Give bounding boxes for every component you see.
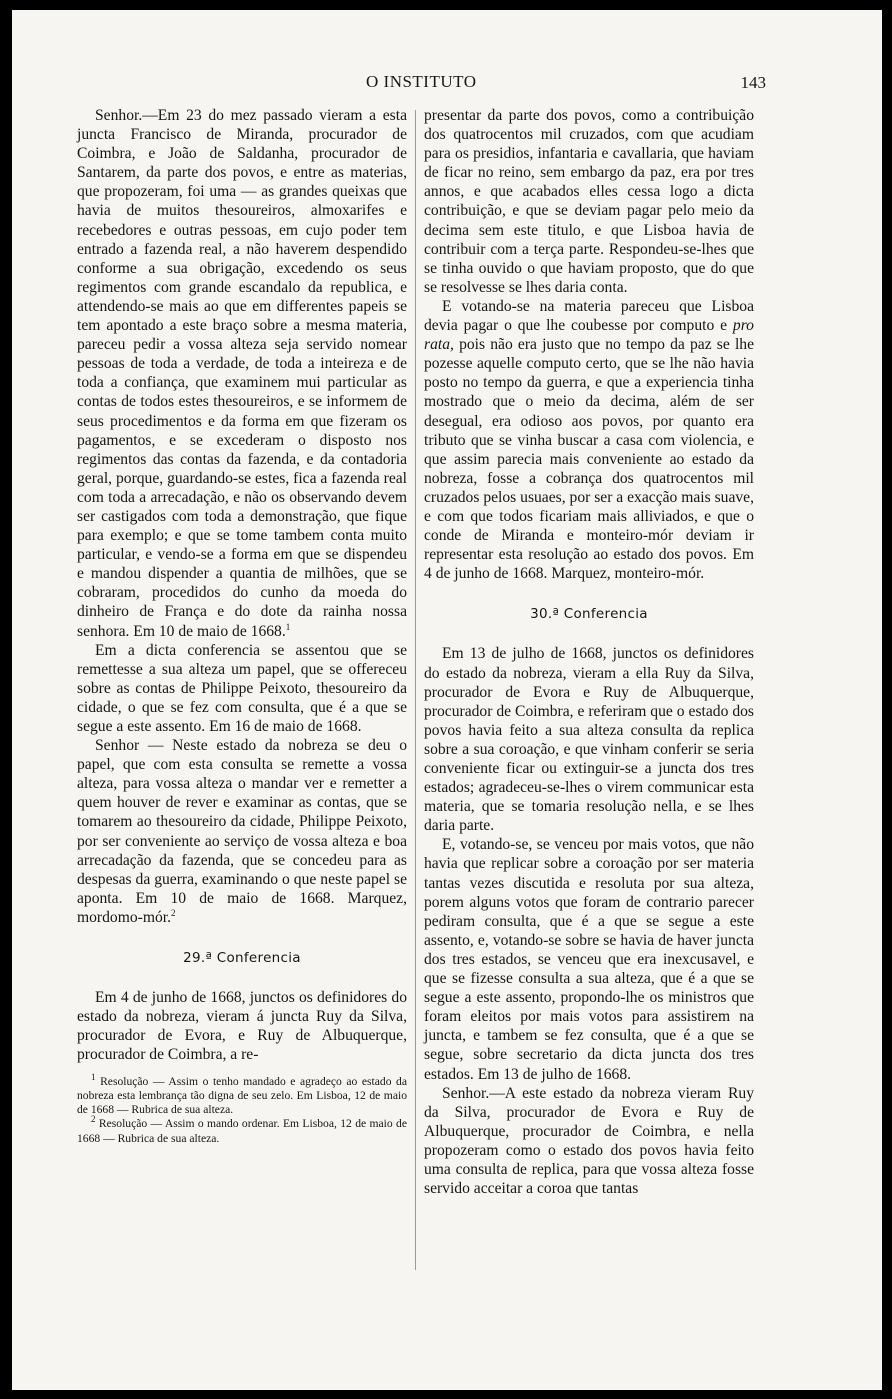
paragraph-senhor-papel <box>77 736 407 927</box>
footnote-2 <box>77 1114 407 1146</box>
page-sheet <box>12 10 882 1390</box>
column-divider <box>415 110 416 1270</box>
paragraph-text: Senhor.—Em 23 do mez passado vieram a esta juncta Francisco de Miranda, procurador de Coimbra, e João de Saldanha, procurador de Santarem, da parte dos povos, e entre as materias, que propozeram, foi uma — as grandes queixas que havia de muitos thesoureiros, almoxarifes e recebedores e outras pessoas, em cujo poder tem entrado a fazenda real, a não haverem despendido conforme a sua obrigação, excedendo os seus regimentos com grande escandalo da republica, e attendendo-se mais ao que em differentes papeis se tem apontado a este braço sobre a mesma materia, pareceu pedir a vossa alteza seja servido nomear pessoas de toda a verdade, de toda a inteireza e de toda a confiança, que examinem mui particular as contas de todos estes thesoureiros, e se informem de seus procedimentos e da forma em que fizeram os pagamentos, e se excederam o disposto nos regimentos das contas da fazenda, e da contadoria geral, porque, guardando-se estes, fica a fazenda real com toda a arrecadação, e não os observando devem ser castigados com toda a demonstração, que fique para exemplo; e que se tome tambem conta muito particular, e vendo-se a forma em que se dispendeu e mandou dispender a quantia de milhões, que se cobraram, procedidos do cunho da moeda do dinheiro de França e do dote da rainha nossa senhora. Em 10 de maio de 1668. <box>77 107 407 640</box>
paragraph-dicta-conferencia: Em a dicta conferencia se assentou que se remettesse a sua alteza um papel, que se offereceu sobre as contas de Philippe Peixoto, thesoureiro da cidade, o que se fez com consulta, que é a que se segue a este assento. Em 16 de maio de 1668. <box>77 641 407 735</box>
paragraph-text: pois não era justo que no tempo da paz se lhe pozesse aquelle computo certo, que se lhe não havia posto no tempo da guerra, e que a experiencia tinha mostrado que o meio da decima, além de ser desegual, era odioso aos povos, por quanto era tributo que se vinha buscar a casa com violencia, e que assim parecia mais conveniente ao estado da nobreza, fosse a cobrança dos quatrocentos mil cruzados pelos usuaes, por ser a exacção mais suave, e com que todos ficariam mais alliviados, e que o conde de Miranda e monteiro-mór deviam ir representar esta resolução ao estado dos povos. Em 4 de junho de 1668. Marquez, monteiro-mór. <box>424 336 755 583</box>
page-number: 143 <box>740 73 766 92</box>
footnote-text: Resolução — Assim o mando ordenar. Em Lisboa, 12 de maio de 1668 — Rubrica de sua alteza. <box>77 1117 407 1145</box>
paragraph-senhor-estado: Senhor.—A este estado da nobreza vieram Ruy da Silva, procurador de Evora e Ruy de Albuquerque, procurador de Coimbra, e nella propozeram como o estado dos povos havia feito uma consulta de replica, para que vossa alteza fosse servido acceitar a coroa que tantas <box>424 1084 754 1198</box>
footnote-marker: 1 <box>285 621 291 632</box>
footnote-marker: 2 <box>91 1114 96 1125</box>
footnotes <box>77 1071 408 1146</box>
paragraph-13-julho: Em 13 de julho de 1668, junctos os definidores do estado da nobreza, vieram a ella Ruy da Silva, procurador de Evora e Ruy de Albuquerque, procurador de Coimbra, e referiram que o estado dos povos havia feito a sua alteza consulta da replica sobre a sua coroação, e que vinham conferir se seria conveniente ficar ou extinguir-se a juncta dos tres estados; agradeceu-se-lhes o virem communicar esta materia, que se tomaria resolução nella, e se lhes daria parte. <box>424 645 754 835</box>
footnote-1 <box>77 1071 408 1118</box>
left-column <box>77 106 407 1146</box>
section-heading-29: 29.ª Conferencia <box>183 950 301 967</box>
section-heading-30: 30.ª Conferencia <box>530 606 648 623</box>
paragraph-text: Senhor — Neste estado da nobreza se deu o papel, que com esta consulta se remette a vossa alteza, para vossa alteza o mandar ver e remetter a quem houver de rever e examinar as contas, que se tomarem ao thesoureiro da cidade, Philippe Peixoto, por ser conveniente ao serviço de vossa alteza e boa arrecadação da fazenda, que se concedeu para as despesas da guerra, examinando o que neste papel se aponta. Em 10 de maio de 1668. Marquez, mordomo-mór. <box>77 737 407 926</box>
paragraph-votando-coroacao: E, votando-se, se venceu por mais votos, que não havia que replicar sobre a coroação por ser materia tantas vezes discutida e resoluta por sua alteza, porem alguns votos que foram de contrario parecer pediram consulta, que é a que se segue a este assento, e, votando-se sobre se havia de haver juncta dos tres estados, se venceu que era inexcusavel, e que se fizesse consulta a sua alteza, que é a que se segue a este assento, propondo-lhe os ministros que foram eleitos por mais votos para assistirem na juncta, e tambem se fez consulta, que é a que se segue, sobre secretario da dicta juncta dos tres estados. Em 13 de julho de 1668. <box>424 836 754 1083</box>
page-header <box>12 72 882 98</box>
paragraph-4-junho: Em 4 de junho de 1668, junctos os definidores do estado da nobreza, vieram á juncta Ruy da Silva, procurador de Evora, e Ruy de Albuquerque, procurador de Coimbra, a re- <box>77 989 407 1064</box>
paragraph-senhor-23-mez <box>77 106 407 641</box>
right-column <box>424 106 754 1198</box>
paragraph-votando-lisboa <box>424 297 754 583</box>
paragraph-presentar: presentar da parte dos povos, como a contribuição dos quatrocentos mil cruzados, com que acudiam para os presidios, infantaria e cavallaria, que haviam de ficar no reino, sem embargo da paz, era por tres annos, e que acabados elles cessa logo a dicta contribuição, e que se deviam pagar pelo meio da decima sem este titulo, e que Lisboa havia de contribuir com a terça parte. Respondeu-se-lhes que se tinha ouvido o que haviam proposto, que do que se resolvesse se lhes daria conta. <box>424 107 754 296</box>
footnote-text: Resolução — Assim o tenho mandado e agradeço ao estado da nobreza esta lembrança tão digna de seu zelo. Em Lisboa, 12 de maio de 1668 — Rubrica de sua alteza. <box>77 1074 408 1117</box>
footnote-marker: 2 <box>171 907 176 918</box>
latin-phrase: pro rata, <box>424 317 754 354</box>
paragraph-text: E votando-se na materia pareceu que Lisboa devia pagar o que lhe coubesse por computo e <box>424 297 754 335</box>
running-title: O INSTITUTO <box>366 72 477 91</box>
footnote-marker: 1 <box>91 1071 96 1082</box>
